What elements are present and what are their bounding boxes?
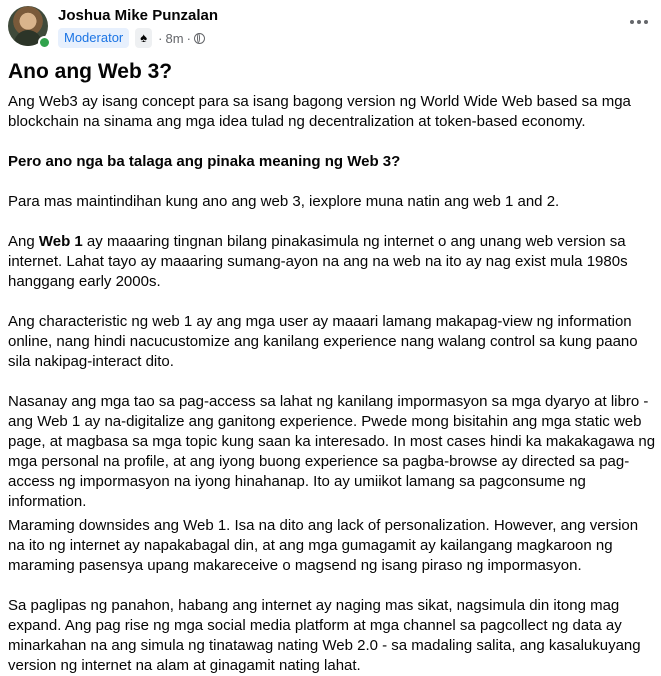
post-header — [8, 6, 653, 48]
dot-icon — [637, 20, 641, 24]
text: Ang — [8, 233, 39, 250]
paragraph: Maraming downsides ang Web 1. Isa na dito ang lack of personalization. However, ang version na ito ng internet ay napakabagal din, at ang mga gumagamit ay kailangang magkaroon ng maraming pasensya upang makareceive o magsend ng isang piraso ng impormasyon. — [8, 517, 639, 574]
dot-icon — [630, 20, 634, 24]
more-options-button[interactable] — [625, 14, 653, 30]
text: ay maaaring tingnan bilang pinakasimula ng internet o ang unang web version sa internet. Lahat tayo ay maaaring sumang-ayon na ang na web na ito ay nag exist mula 1980s hanggang early 2000s. — [8, 233, 628, 290]
separator-dot: · — [158, 30, 163, 46]
author-name[interactable]: Joshua Mike Punzalan — [58, 7, 219, 24]
paragraph — [8, 232, 656, 292]
post-meta — [58, 28, 205, 48]
globe-icon[interactable] — [194, 33, 205, 44]
post-timestamp — [158, 31, 205, 46]
paragraph: Para mas maintindihan kung ano ang web 3, iexplore muna natin ang web 1 and 2. — [8, 193, 560, 210]
dot-icon — [644, 20, 648, 24]
moderator-badge[interactable]: Moderator — [58, 28, 129, 48]
post-body — [8, 92, 656, 676]
paragraph: Ang characteristic ng web 1 ay ang mga user ay maaari lamang makapag-view ng information online, nang hindi nacucustomize ang kanilang experience nang walang control sa kung paano sila nakipag-interact dito. — [8, 313, 638, 370]
paragraph: Ang Web3 ay isang concept para sa isang bagong version ng World Wide Web based sa mga blockchain na sinama ang mga idea tulad ng decentralization at token-based economy. — [8, 93, 631, 130]
time-ago[interactable]: 8m — [165, 30, 184, 46]
post-title: Ano ang Web 3? — [8, 60, 173, 83]
online-status-dot — [38, 36, 51, 49]
separator-dot: · — [186, 30, 191, 46]
paragraph: Nasanay ang mga tao sa pag-access sa lahat ng kanilang impormasyon sa mga dyaryo at libro - ang Web 1 ay na-digitalize ang ganitong experience. Pwede mong bisitahin ang mga static web page, at magbasa sa mga topic kung saan ka interesado. In most cases hindi ka makakagawa ng mga personal na profile, at ang iyong buong experience sa pagba-browse ay directed sa pag-access ng impormasyon na iyong hinahanap. Ito ay umiikot lamang sa pagconsume ng information. — [8, 393, 656, 510]
paragraph-heading: Pero ano nga ba talaga ang pinaka meaning ng Web 3? — [8, 153, 401, 170]
paragraph: Sa paglipas ng panahon, habang ang internet ay naging mas sikat, nagsimula din itong mag expand. Ang pag rise ng mga social media platform at mga channel sa pagcollect ng data ay minarkahan na ang simula ng tinatawag nating Web 2.0 - sa madaling salita, ang kasalukuyang version ng internet na alam at ginagamit nating lahat. — [8, 597, 641, 674]
bold-text: Web 1 — [38, 233, 83, 250]
spade-badge-icon[interactable]: ♠ — [135, 28, 152, 48]
